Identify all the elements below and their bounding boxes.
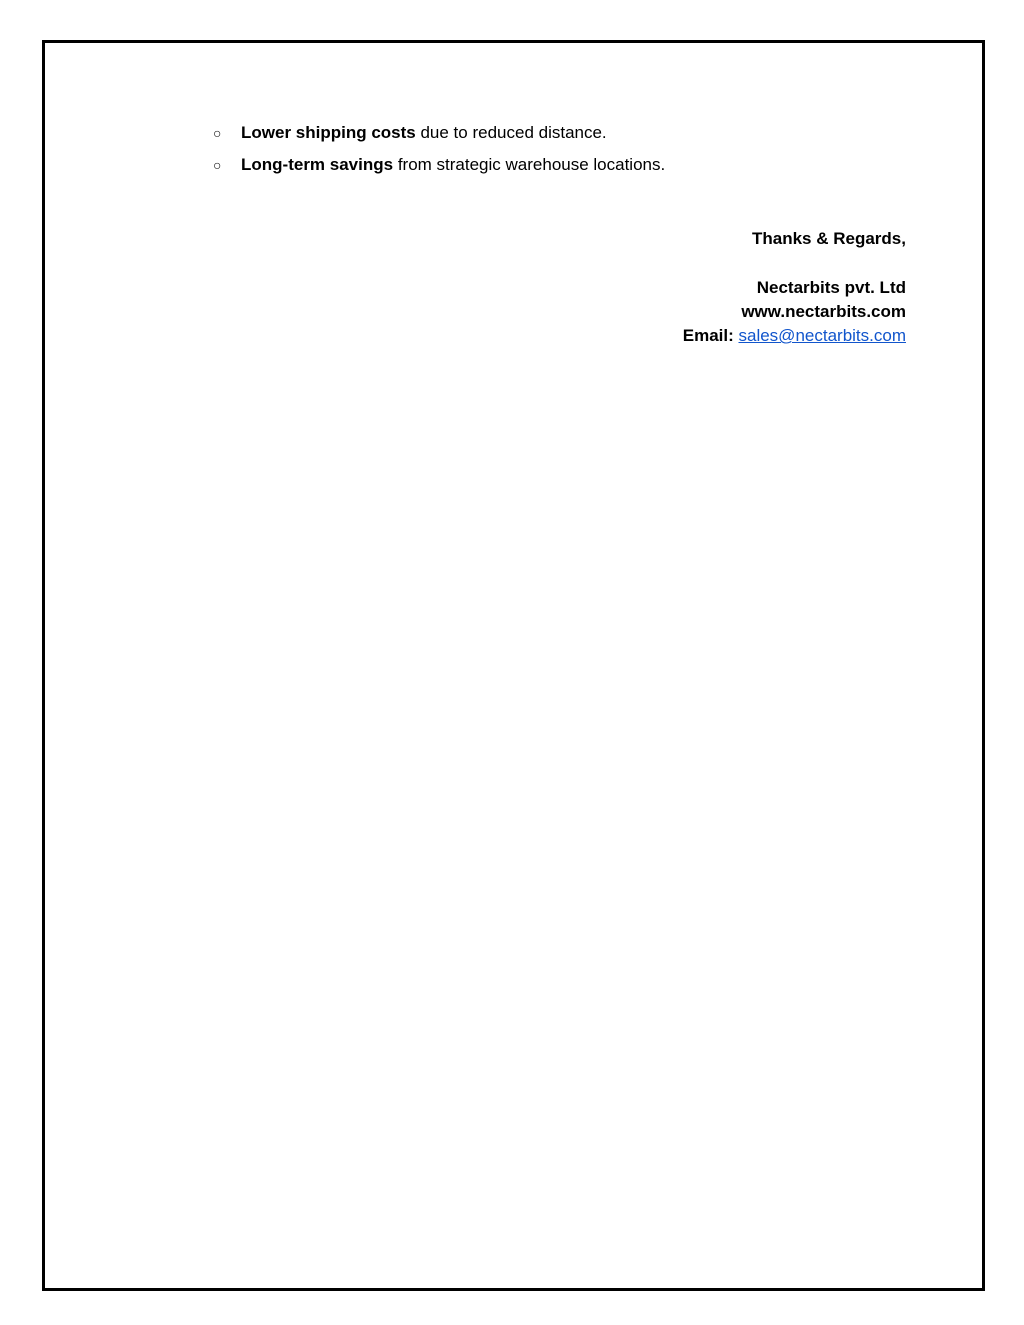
email-line xyxy=(683,324,906,348)
hollow-circle-bullet-icon: ○ xyxy=(213,157,222,173)
signature-block xyxy=(683,227,906,348)
company-website: www.nectarbits.com xyxy=(741,302,906,321)
email-label: Email: xyxy=(682,326,734,345)
spacer xyxy=(683,251,906,276)
list-item-text xyxy=(241,119,607,147)
hollow-circle-bullet-icon: ○ xyxy=(213,125,222,141)
list-item-text xyxy=(241,151,665,179)
list-item-bold-text: Lower shipping costs xyxy=(241,123,416,142)
closing-line: Thanks & Regards, xyxy=(752,229,906,248)
email-link[interactable]: sales@nectarbits.com xyxy=(738,326,906,345)
list-item-rest-text: from strategic warehouse locations. xyxy=(393,155,666,174)
document-page xyxy=(42,40,985,1291)
company-name: Nectarbits pvt. Ltd xyxy=(756,278,906,297)
list-item-rest-text: due to reduced distance. xyxy=(415,123,607,142)
list-item-bold-text: Long-term savings xyxy=(241,155,394,174)
